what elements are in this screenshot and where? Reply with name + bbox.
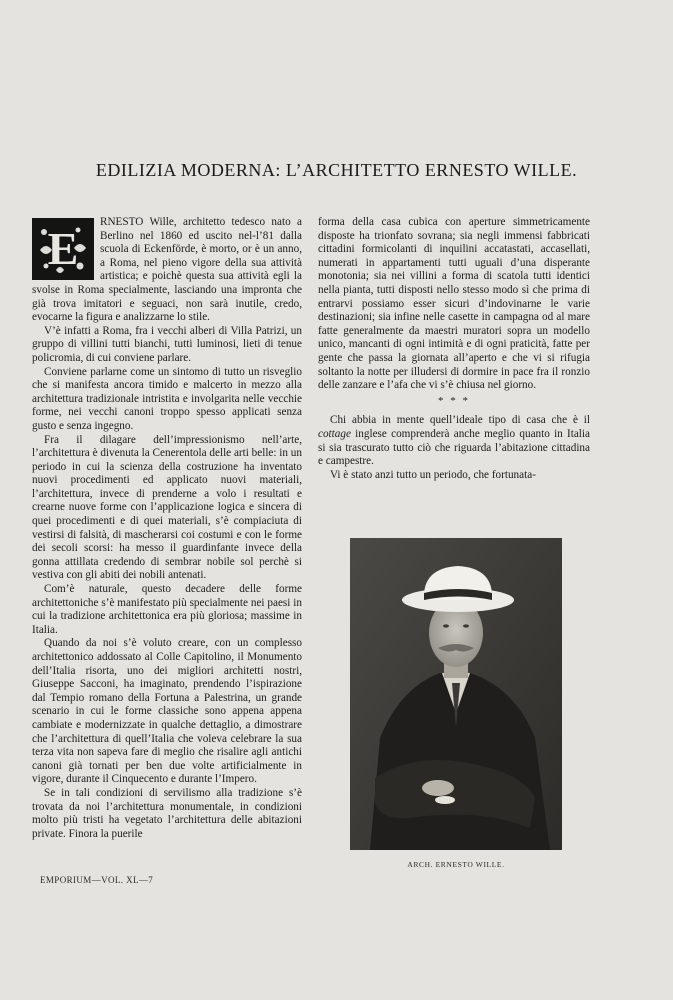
right-column: [318, 216, 590, 516]
paragraph: Fra il dilagare dell’impressionismo nell’arte, l’architettura è divenuta la Cenerentola delle arti belle: in un periodo in cui la scienza della costruzione ha inventato nuovi procedimenti ed applicato nuovi materiali, l’architettura, invece di prenderne a volo i resultati e crearne nuove forme con l’applicazione logica e sincera di quei procedimenti e di quei materiali, s’è compiaciuta di vestirsi di falsità, di mascherarsi coi costumi e con le forme dei secoli scorsi: ha messo il guardinfante invece della gonna attillata credendo di sembrar nobile sol perchè si vestiva con gli abiti dei nobili antenati.: [32, 433, 302, 582]
left-column: [32, 216, 302, 868]
portrait-photo: [350, 538, 562, 850]
drop-cap: [32, 218, 94, 280]
paragraph: [318, 414, 590, 468]
paragraph-text: Vi è stato anzi tutto un periodo, che fortunata-: [330, 468, 536, 481]
paragraph: [318, 469, 590, 483]
paragraph: V’è infatti a Roma, fra i vecchi alberi di Villa Patrizi, un gruppo di villini tutti bianchi, tutti luminosi, lieti di tenue policromia, di cui conviene parlare.: [32, 324, 302, 364]
photo-caption: ARCH. ERNESTO WILLE.: [407, 860, 505, 869]
paragraph: Conviene parlarne come un sintomo di tutto un risveglio che si manifesta ancora timido e malcerto in mezzo alla architettura tradizionale intristita e involgarita nelle vecchie forme, nei vecchi canoni troppo spesso applicati senza gusto e senza ingegno.: [32, 365, 302, 432]
paragraph: forma della casa cubica con aperture simmetricamente disposte ha trionfato sovrana; sia negli immensi fabbricati cittadini formicolanti di inquilini accatastati, accasellati, numerati in appartamenti tutti uguali d’una disperante monotonia; sia nei villini a forma di scatola tutti identici nella pianta, tutti disposti nello stesso modo sì che prima di entrarvi possiamo esser sicuri d’indovinarne le varie destinazioni; sia infine nelle casette in campagna od al mare fatte generalmente da maestri muratori sopra un modello unico, mancanti di ogni intimità e di ogni praticità, fatte per gente che passa la giornata all’aperto e che vi si rifugia soltanto la notte per illudersi di dormire in pace fra il ronzio delle zanzare e l’afa che vi s’è chiusa nel giorno.: [318, 216, 590, 392]
paragraph: Com’è naturale, questo decadere delle forme architettoniche s’è manifestato più specialmente nei paesi in cui la tradizione architettonica era più gloriosa; massime in Italia.: [32, 583, 302, 636]
page-footer: EMPORIUM—VOL. XL—7: [40, 875, 154, 885]
paragraph: Quando da noi s’è voluto creare, con un complesso architettonico addossato al Colle Capitolino, il Monumento dell’Italia risorta, uno dei migliori architetti nostri, Giuseppe Sacconi, ha imaginato, prendendo l’ispirazione dal Tempio romano della Fortuna a Palestrina, un grande scenario in cui le forme classiche sono appena appena cambiate e modernizzate in qualche dettaglio, a dimostrare che l’architettura di quell’Italia che voleva celebrare la sua terza vita non sapeva fare di meglio che risalire agli antichi canoni già tornati per ben due volte artificialmente in vigore, durante il Cinquecento e durante l’Impero.: [32, 637, 302, 786]
paragraph: RNESTO Wille, architetto tedesco nato a Berlino nel 1860 ed uscito nel-l’81 dalla scuola di Eckenförde, è morto, or è un anno, a Roma, nel pieno vigore della sua attività artistica; e poichè questa sua attività egli la svolse in Roma specialmente, lasciando una impronta che già trova imitatori e seguaci, non sarà inutile, credo, evocarne la figura e analizzarne lo stile.: [32, 216, 302, 324]
paragraph-text: Chi abbia in mente quell’ideale tipo di casa che è il: [330, 414, 590, 427]
ornamental-initial-icon: [34, 220, 92, 278]
paragraph-text: inglese comprenderà anche meglio quanto in Italia si sia trascurato tutto ciò che riguarda l’abitazione cittadina e campestre.: [318, 427, 590, 468]
portrait-image: [350, 538, 562, 850]
paragraph: Se in tali condizioni di servilismo alla tradizione s’è trovata da noi l’architettura monumentale, in condizioni molto più tristi ha vegetato l’architettura delle abitazioni private. Finora la puerile: [32, 786, 302, 840]
emphasis: cottage: [318, 427, 351, 440]
section-break: * * *: [438, 394, 470, 407]
drop-cap-letter: E: [47, 223, 79, 274]
page-title: EDILIZIA MODERNA: L’ARCHITETTO ERNESTO WILLE.: [95, 160, 578, 180]
